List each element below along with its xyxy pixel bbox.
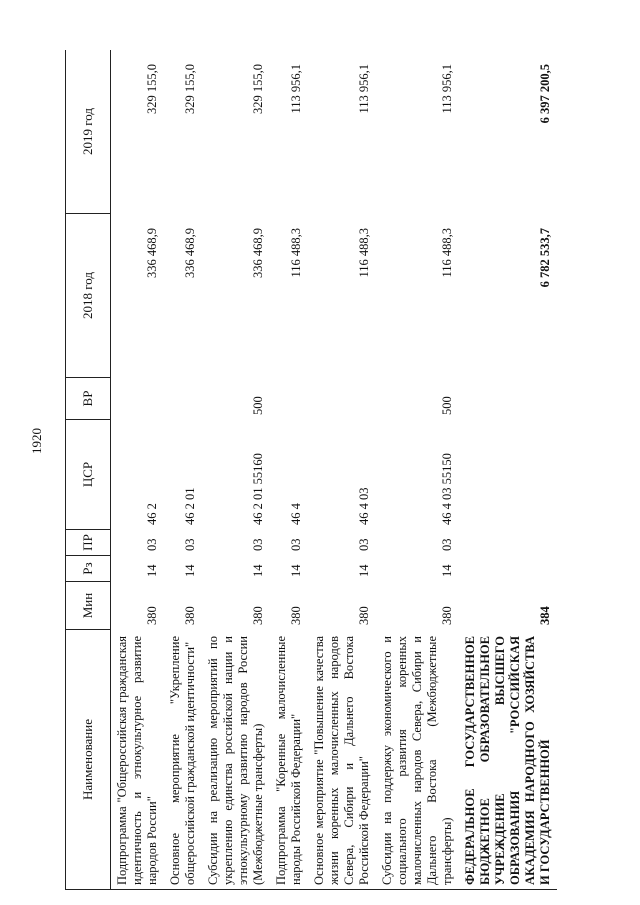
row-2019: 329 155,0 <box>111 50 165 214</box>
page-number: 1920 <box>29 428 44 454</box>
row-2018: 116 488,3 <box>357 228 371 278</box>
row-vr <box>111 378 165 420</box>
row-csr: 46 2 01 <box>183 487 197 525</box>
table-row <box>111 50 165 890</box>
table-row <box>202 50 270 890</box>
row-rz: 14 <box>145 564 159 577</box>
row-pr: 03 <box>145 538 159 551</box>
row-name: Основное мероприятие "Повышение качества жизни коренных малочисленных народов Севера, Сибири и Дальнего Востока Российской Федерации" <box>308 630 376 890</box>
row-name: ФЕДЕРАЛЬНОЕ ГОСУДАРСТВЕННОЕ БЮДЖЕТНОЕ ОБРАЗОВАТЕЛЬНОЕ УЧРЕЖДЕНИЕ ВЫСШЕГО ОБРАЗОВАНИЯ "РОССИЙСКАЯ АКАДЕМИЯ НАРОДНОГО ХОЗЯЙСТВА И ГОСУДАРСТВЕННОЙ <box>459 630 557 890</box>
row-rz <box>459 556 557 582</box>
row-min: 380 <box>251 606 265 625</box>
row-name: Подпрограмма "Коренные малочисленные народы Российской Федерации" <box>270 630 308 890</box>
row-vr <box>308 378 376 420</box>
row-2019: 113 956,1 <box>270 50 308 214</box>
row-pr: 03 <box>251 538 265 551</box>
budget-table <box>65 50 557 890</box>
row-pr: 03 <box>289 538 303 551</box>
header-rz: Рз <box>66 556 111 582</box>
row-name: Основное мероприятие "Укрепление общероссийской гражданской идентичности" <box>164 630 202 890</box>
row-pr: 03 <box>357 538 371 551</box>
header-csr: ЦСР <box>66 420 111 530</box>
rotated-table-wrapper <box>65 50 575 890</box>
row-csr: 46 2 01 55160 <box>251 453 265 525</box>
row-rz: 14 <box>289 564 303 577</box>
row-vr <box>459 378 557 420</box>
budget-table-sheet <box>65 50 575 890</box>
header-min: Мин <box>66 582 111 630</box>
row-rz: 14 <box>357 564 371 577</box>
row-name: Подпрограмма "Общероссийская гражданская идентичность и этнокультурное развитие народов России" <box>111 630 165 890</box>
header-name: Наименование <box>66 630 111 890</box>
table-row <box>308 50 376 890</box>
table-row <box>459 50 557 890</box>
row-pr: 03 <box>183 538 197 551</box>
header-2018: 2018 год <box>66 214 111 378</box>
row-2019: 113 956,1 <box>376 50 459 214</box>
row-min: 380 <box>357 606 371 625</box>
row-csr: 46 2 <box>145 503 159 525</box>
header-2019: 2019 год <box>66 50 111 214</box>
row-csr: 46 4 03 <box>357 487 371 525</box>
row-2018: 116 488,3 <box>289 228 303 278</box>
row-vr <box>270 378 308 420</box>
row-csr: 46 4 <box>289 503 303 525</box>
row-2018: 336 468,9 <box>251 228 265 278</box>
row-min: 380 <box>440 606 454 625</box>
table-row <box>270 50 308 890</box>
row-csr: 46 4 03 55150 <box>440 453 454 525</box>
row-2018: 336 468,9 <box>183 228 197 278</box>
table-header-row <box>66 50 111 890</box>
table-row <box>164 50 202 890</box>
row-rz: 14 <box>251 564 265 577</box>
header-vr: ВР <box>66 378 111 420</box>
row-2019: 113 956,1 <box>308 50 376 214</box>
row-pr <box>459 530 557 556</box>
row-vr: 500 <box>440 396 454 415</box>
row-2018: 6 782 533,7 <box>538 228 552 288</box>
row-2019: 6 397 200,5 <box>459 50 557 214</box>
row-name: Субсидии на поддержку экономического и социального развития коренных малочисленных народов Севера, Сибири и Дальнего Востока (Межбюджетные трансферты) <box>376 630 459 890</box>
row-min: 380 <box>289 606 303 625</box>
row-2019: 329 155,0 <box>202 50 270 214</box>
row-min: 384 <box>538 606 552 625</box>
row-min: 380 <box>183 606 197 625</box>
row-vr: 500 <box>251 396 265 415</box>
row-min: 380 <box>145 606 159 625</box>
row-rz: 14 <box>440 564 454 577</box>
row-2018: 336 468,9 <box>145 228 159 278</box>
row-csr <box>459 420 557 530</box>
row-2019: 329 155,0 <box>164 50 202 214</box>
row-2018: 116 488,3 <box>440 228 454 278</box>
row-rz: 14 <box>183 564 197 577</box>
table-row <box>376 50 459 890</box>
header-pr: ПР <box>66 530 111 556</box>
row-vr <box>164 378 202 420</box>
row-pr: 03 <box>440 538 454 551</box>
row-name: Субсидии на реализацию мероприятий по укреплению единства российской нации и этнокультурному развитию народов России (Межбюджетные трансферты) <box>202 630 270 890</box>
